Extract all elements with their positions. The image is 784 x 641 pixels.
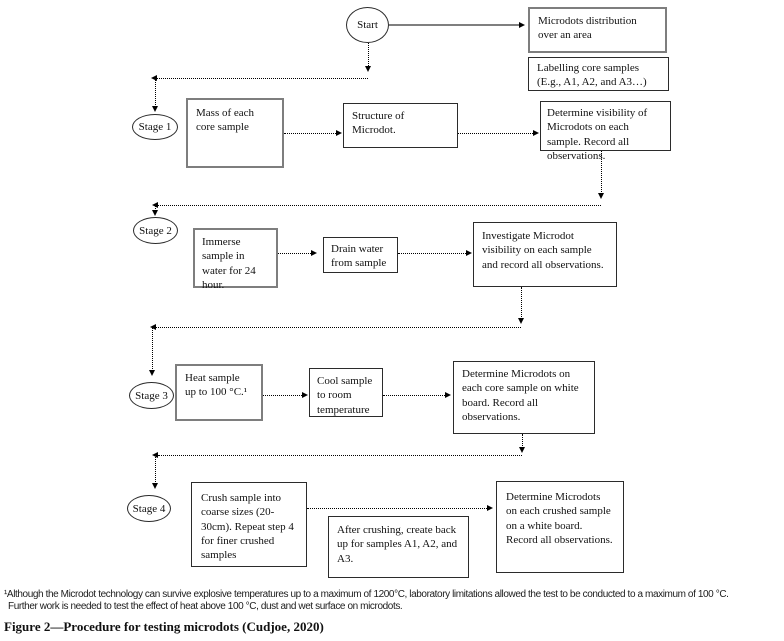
box-cool-sample: Cool sample to room temperature bbox=[309, 368, 383, 417]
box-labelling-core-samples: Labelling core samples (E.g., A1, A2, and A3…) bbox=[528, 57, 669, 91]
box-mass-core-sample: Mass of each core sample bbox=[186, 98, 284, 168]
arrowhead-down-icon bbox=[598, 193, 604, 199]
arrowhead-down-icon bbox=[152, 483, 158, 489]
connector-heat-to-cool bbox=[263, 395, 302, 396]
connector-investigate-down bbox=[521, 287, 522, 319]
arrowhead-right-icon bbox=[311, 250, 317, 256]
arrowhead-down-icon bbox=[149, 370, 155, 376]
arrowhead-right-icon bbox=[466, 250, 472, 256]
connector-top-horizontal bbox=[157, 78, 368, 79]
connector-immerse-to-drain bbox=[278, 253, 311, 254]
stage3-label: Stage 3 bbox=[135, 389, 168, 402]
box-crush-sample: Crush sample into coarse sizes (20-30cm). Repeat step 4 for finer crushed samples bbox=[191, 482, 307, 567]
box-immerse-sample: Immerse sample in water for 24 hour. bbox=[193, 228, 278, 288]
box-determine-microdots-core: Determine Microdots on each core sample on white board. Record all observations. bbox=[453, 361, 595, 434]
stage1-label: Stage 1 bbox=[138, 121, 172, 133]
arrowhead-right-icon bbox=[533, 130, 539, 136]
arrowhead-left-icon bbox=[151, 75, 157, 81]
connector-start-down bbox=[368, 43, 369, 68]
arrowhead-right-icon bbox=[519, 22, 525, 28]
arrowhead-right-icon bbox=[302, 392, 308, 398]
arrowhead-right-icon bbox=[445, 392, 451, 398]
box-heat-sample: Heat sample up to 100 °C.¹ bbox=[175, 364, 263, 421]
connector-row3-horizontal bbox=[156, 327, 521, 328]
start-label: Start bbox=[357, 19, 378, 31]
footnote-line2: Further work is needed to test the effect of heat above 100 °C, dust and wet surface on microdots. bbox=[8, 601, 403, 612]
arrowhead-down-icon bbox=[365, 66, 371, 72]
stage4-label: Stage 4 bbox=[132, 502, 166, 515]
stage1-oval bbox=[132, 114, 178, 140]
footnote-line1: ¹Although the Microdot technology can survive explosive temperatures up to a maximum of 1200°C, laboratory limitations allowed the test to be conducted to a maximum of 100 °C. bbox=[4, 589, 729, 600]
connector-cool-to-determine bbox=[383, 395, 445, 396]
connector-crush-to-determine-crushed bbox=[307, 508, 487, 509]
connector-to-stage1 bbox=[155, 79, 156, 107]
arrowhead-down-icon bbox=[152, 210, 158, 216]
stage4-oval bbox=[127, 495, 171, 522]
arrowhead-right-icon bbox=[336, 130, 342, 136]
stage2-oval bbox=[133, 217, 178, 244]
arrow-start-to-distribution bbox=[389, 24, 519, 26]
box-determine-visibility: Determine visibility of Microdots on each sample. Record all observations. bbox=[540, 101, 671, 151]
arrowhead-down-icon bbox=[518, 318, 524, 324]
arrowhead-down-icon bbox=[519, 447, 525, 453]
connector-drain-to-investigate bbox=[398, 253, 466, 254]
arrowhead-down-icon bbox=[152, 106, 158, 112]
figure-caption: Figure 2—Procedure for testing microdots (Cudjoe, 2020) bbox=[4, 619, 324, 634]
box-structure-of-microdot: Structure of Microdot. bbox=[343, 103, 458, 148]
connector-mass-to-structure bbox=[284, 133, 336, 134]
stage2-label: Stage 2 bbox=[139, 224, 172, 237]
arrowhead-left-icon bbox=[150, 324, 156, 330]
stage3-oval bbox=[129, 382, 174, 409]
start-terminator bbox=[346, 7, 389, 43]
connector-determine-core-down bbox=[522, 434, 523, 448]
box-microdots-distribution: Microdots distribution over an area bbox=[528, 7, 667, 53]
box-drain-water: Drain water from sample bbox=[323, 237, 398, 273]
arrowhead-right-icon bbox=[487, 505, 493, 511]
box-backup-samples: After crushing, create back up for samples A1, A2, and A3. bbox=[328, 516, 469, 578]
connector-row4-horizontal bbox=[158, 455, 522, 456]
box-investigate-visibility: Investigate Microdot visibility on each sample and record all observations. bbox=[473, 222, 617, 287]
box-determine-microdots-crushed: Determine Microdots on each crushed sample on a white board. Record all observations. bbox=[496, 481, 624, 573]
connector-to-stage3 bbox=[152, 327, 153, 371]
connector-row2-horizontal bbox=[158, 205, 601, 206]
connector-to-stage4 bbox=[155, 455, 156, 484]
connector-visibility-down bbox=[601, 151, 602, 194]
connector-structure-to-visibility bbox=[458, 133, 533, 134]
